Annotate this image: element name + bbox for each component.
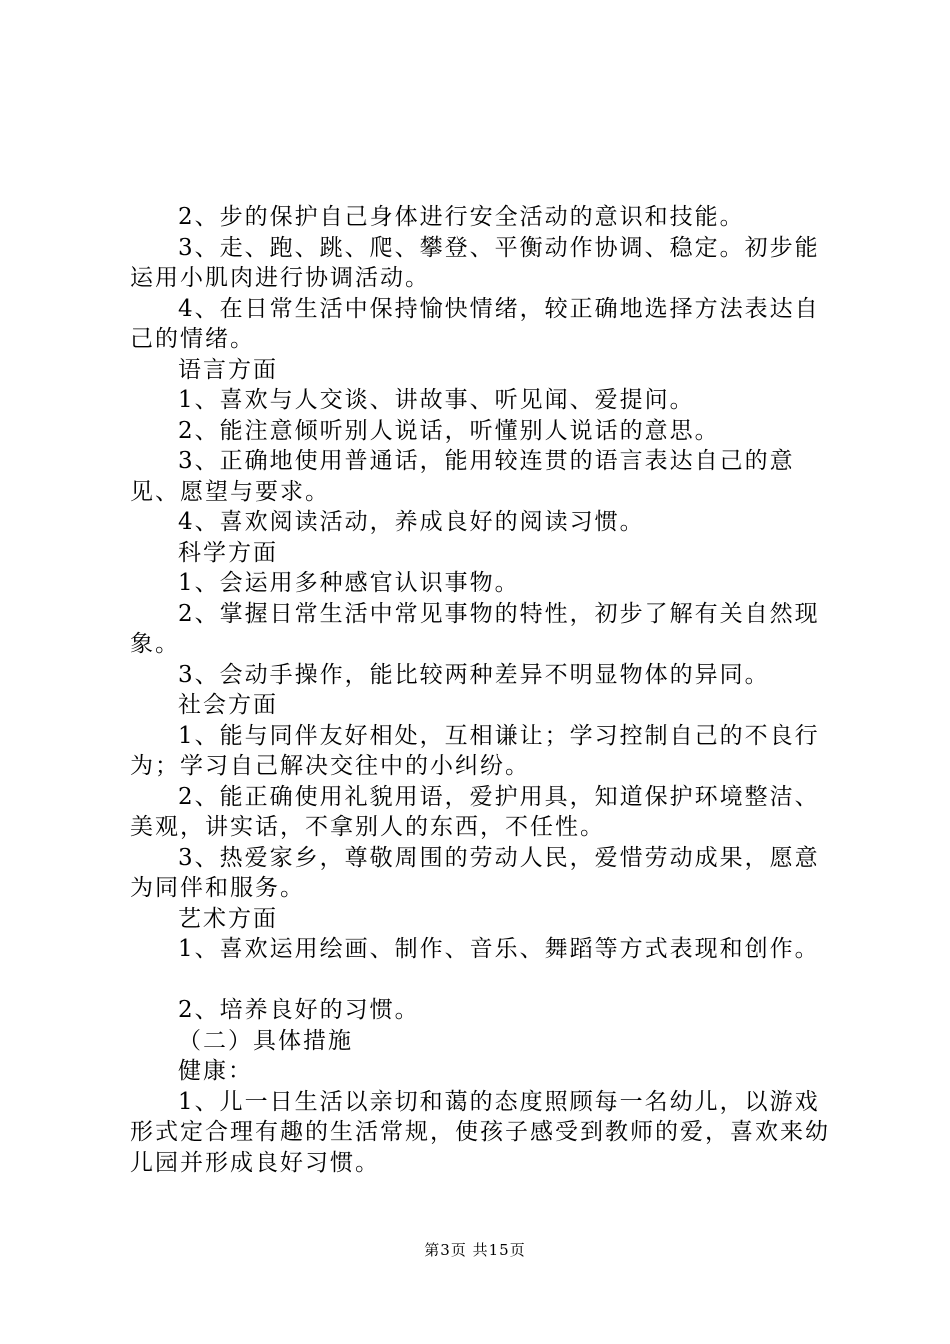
paragraph-art-goal-2: 2、培养良好的习惯。 <box>178 997 420 1023</box>
document-body <box>130 202 835 1178</box>
subheading-health: 健康： <box>178 1058 253 1084</box>
paragraph-society-goal-3: 3、热爱家乡，尊敬周围的劳动人民，爱惜劳动成果，愿意为同伴和服务。 <box>130 844 820 901</box>
paragraph-language-goal-1: 1、喜欢与人交谈、讲故事、听见闻、爱提问。 <box>178 387 695 413</box>
paragraph-health-goal-4: 4、在日常生活中保持愉快情绪，较正确地选择方法表达自己的情绪。 <box>130 295 820 352</box>
paragraph-science-goal-1: 1、会运用多种感官认识事物。 <box>178 570 520 596</box>
page-number-footer: 第3页 共15页 <box>424 1241 526 1259</box>
section-heading-measures: （二）具体措施 <box>178 1027 353 1054</box>
section-heading-science: 科学方面 <box>178 539 278 566</box>
paragraph-health-goal-3: 3、走、跑、跳、爬、攀登、平衡动作协调、稳定。初步能运用小肌肉进行协调活动。 <box>130 234 820 291</box>
blank-line <box>130 965 835 996</box>
paragraph-art-goal-1: 1、喜欢运用绘画、制作、音乐、舞蹈等方式表现和创作。 <box>178 936 820 962</box>
section-heading-art: 艺术方面 <box>178 905 278 932</box>
paragraph-society-goal-1: 1、能与同伴友好相处，互相谦让；学习控制自己的不良行为；学习自己解决交往中的小纠纷。 <box>130 722 820 779</box>
paragraph-language-goal-4: 4、喜欢阅读活动，养成良好的阅读习惯。 <box>178 509 645 535</box>
paragraph-language-goal-3: 3、正确地使用普通话，能用较连贯的语言表达自己的意见、愿望与要求。 <box>130 448 795 505</box>
paragraph-science-goal-3: 3、会动手操作，能比较两种差异不明显物体的异同。 <box>178 661 770 688</box>
section-heading-language: 语言方面 <box>178 356 278 383</box>
paragraph-society-goal-2: 2、能正确使用礼貌用语，爱护用具，知道保护环境整洁、美观，讲实话，不拿别人的东西，不任性。 <box>130 783 820 840</box>
paragraph-health-goal-2: 2、步的保护自己身体进行安全活动的意识和技能。 <box>178 204 745 230</box>
paragraph-language-goal-2: 2、能注意倾听别人说话，听懂别人说话的意思。 <box>178 417 720 444</box>
paragraph-science-goal-2: 2、掌握日常生活中常见事物的特性，初步了解有关自然现象。 <box>130 600 820 657</box>
paragraph-measure-1: 1、儿一日生活以亲切和蔼的态度照顾每一名幼儿，以游戏形式定合理有趣的生活常规，使孩子感受到教师的爱，喜欢来幼儿园并形成良好习惯。 <box>130 1088 830 1176</box>
section-heading-society: 社会方面 <box>178 692 278 718</box>
